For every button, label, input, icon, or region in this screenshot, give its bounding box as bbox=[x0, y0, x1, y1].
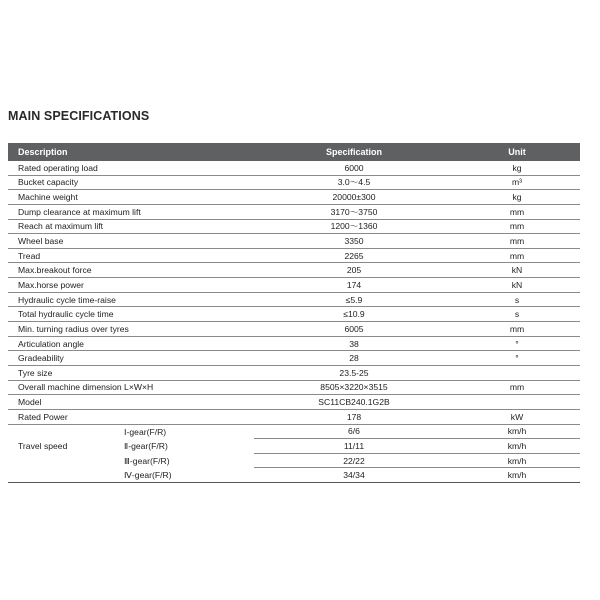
gear-label: Ⅳ-gear(F/R) bbox=[124, 470, 172, 481]
gear-description-cell bbox=[8, 424, 254, 439]
table-row-travel-speed bbox=[8, 439, 580, 454]
row-specification: 3.0～4.5 bbox=[254, 175, 454, 190]
page-title: MAIN SPECIFICATIONS bbox=[8, 109, 150, 123]
row-description: Tread bbox=[8, 248, 254, 263]
table-body bbox=[8, 161, 580, 483]
table-row bbox=[8, 351, 580, 366]
row-unit: m³ bbox=[454, 175, 580, 190]
gear-unit: km/h bbox=[454, 453, 580, 468]
table-header-row bbox=[8, 143, 580, 161]
row-specification: 3350 bbox=[254, 234, 454, 249]
row-description: Rated operating load bbox=[8, 161, 254, 175]
gear-unit: km/h bbox=[454, 424, 580, 439]
row-description: Max.breakout force bbox=[8, 263, 254, 278]
row-specification: ≤5.9 bbox=[254, 292, 454, 307]
table-row bbox=[8, 292, 580, 307]
row-description: Hydraulic cycle time-raise bbox=[8, 292, 254, 307]
table-row bbox=[8, 409, 580, 424]
row-unit bbox=[454, 365, 580, 380]
row-description: Rated Power bbox=[8, 409, 254, 424]
table-row bbox=[8, 322, 580, 337]
row-unit: kg bbox=[454, 190, 580, 205]
header-description: Description bbox=[8, 143, 254, 161]
row-unit: mm bbox=[454, 248, 580, 263]
gear-label: Ⅱ-gear(F/R) bbox=[124, 440, 168, 451]
row-specification: 8505×3220×3515 bbox=[254, 380, 454, 395]
row-description: Wheel base bbox=[8, 234, 254, 249]
gear-description-cell bbox=[8, 468, 254, 483]
gear-description-cell bbox=[8, 439, 254, 454]
row-unit: mm bbox=[454, 219, 580, 234]
row-specification: 3170～3750 bbox=[254, 204, 454, 219]
row-unit: mm bbox=[454, 380, 580, 395]
table-row-travel-speed bbox=[8, 468, 580, 483]
row-description: Articulation angle bbox=[8, 336, 254, 351]
row-unit: ° bbox=[454, 351, 580, 366]
row-specification: 205 bbox=[254, 263, 454, 278]
row-unit: kN bbox=[454, 278, 580, 293]
gear-label: Ⅲ-gear(F/R) bbox=[124, 455, 170, 466]
table-row bbox=[8, 263, 580, 278]
table-row-travel-speed bbox=[8, 424, 580, 439]
row-description: Machine weight bbox=[8, 190, 254, 205]
row-specification: SC11CB240.1G2B bbox=[254, 395, 454, 410]
table-row bbox=[8, 190, 580, 205]
row-description: Bucket capacity bbox=[8, 175, 254, 190]
table-row bbox=[8, 380, 580, 395]
row-description: Min. turning radius over tyres bbox=[8, 322, 254, 337]
row-unit: ° bbox=[454, 336, 580, 351]
row-unit: s bbox=[454, 307, 580, 322]
row-description: Tyre size bbox=[8, 365, 254, 380]
gear-label: Ⅰ-gear(F/R) bbox=[124, 426, 167, 437]
gear-specification: 22/22 bbox=[254, 453, 454, 468]
specifications-table bbox=[8, 143, 580, 483]
row-unit: s bbox=[454, 292, 580, 307]
row-unit: mm bbox=[454, 322, 580, 337]
travel-speed-label: Travel speed bbox=[18, 440, 68, 451]
row-specification: 23.5-25 bbox=[254, 365, 454, 380]
header-unit: Unit bbox=[454, 143, 580, 161]
row-description: Dump clearance at maximum lift bbox=[8, 204, 254, 219]
row-unit: kN bbox=[454, 263, 580, 278]
row-specification: 20000±300 bbox=[254, 190, 454, 205]
row-description: Max.horse power bbox=[8, 278, 254, 293]
row-description: Gradeability bbox=[8, 351, 254, 366]
table-row bbox=[8, 395, 580, 410]
gear-specification: 6/6 bbox=[254, 424, 454, 439]
table-row-travel-speed bbox=[8, 453, 580, 468]
gear-description-cell bbox=[8, 453, 254, 468]
row-unit: kW bbox=[454, 409, 580, 424]
row-description: Reach at maximum lift bbox=[8, 219, 254, 234]
table-row bbox=[8, 161, 580, 175]
header-specification: Specification bbox=[254, 143, 454, 161]
table-row bbox=[8, 204, 580, 219]
row-unit: mm bbox=[454, 234, 580, 249]
table-row bbox=[8, 307, 580, 322]
row-unit bbox=[454, 395, 580, 410]
row-specification: 28 bbox=[254, 351, 454, 366]
row-specification: 1200～1360 bbox=[254, 219, 454, 234]
row-specification: 6000 bbox=[254, 161, 454, 175]
row-unit: mm bbox=[454, 204, 580, 219]
gear-unit: km/h bbox=[454, 468, 580, 483]
row-specification: ≤10.9 bbox=[254, 307, 454, 322]
table-row bbox=[8, 278, 580, 293]
row-description: Overall machine dimension L×W×H bbox=[8, 380, 254, 395]
row-description: Total hydraulic cycle time bbox=[8, 307, 254, 322]
row-specification: 178 bbox=[254, 409, 454, 424]
row-specification: 38 bbox=[254, 336, 454, 351]
gear-unit: km/h bbox=[454, 439, 580, 454]
table-row bbox=[8, 248, 580, 263]
table-row bbox=[8, 336, 580, 351]
row-specification: 6005 bbox=[254, 322, 454, 337]
row-description: Model bbox=[8, 395, 254, 410]
row-specification: 2265 bbox=[254, 248, 454, 263]
table-row bbox=[8, 175, 580, 190]
table-row bbox=[8, 234, 580, 249]
table-row bbox=[8, 219, 580, 234]
row-unit: kg bbox=[454, 161, 580, 175]
table-row bbox=[8, 365, 580, 380]
row-specification: 174 bbox=[254, 278, 454, 293]
gear-specification: 11/11 bbox=[254, 439, 454, 454]
gear-specification: 34/34 bbox=[254, 468, 454, 483]
